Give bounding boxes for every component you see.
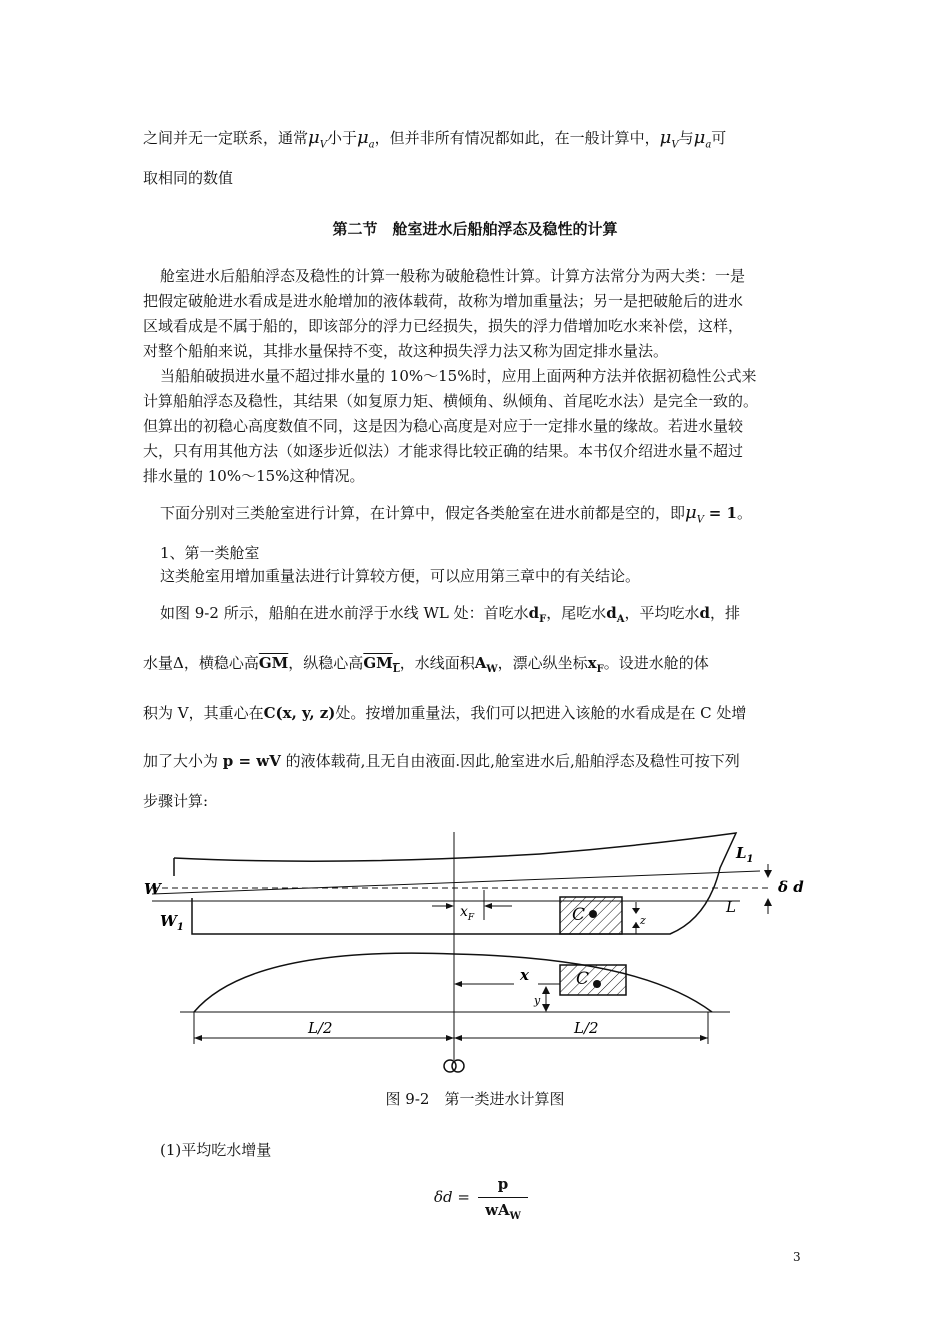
svg-text:W: W [144, 880, 161, 898]
waterplane-outline [194, 953, 712, 1012]
text-run: 之间并无一定联系，通常 [143, 129, 309, 147]
ship-flooding-diagram [140, 828, 810, 1078]
subsection-title: (1)平均吃水增量 [160, 1141, 272, 1159]
paragraph-line: 计算船舶浮态及稳性，其结果（如复原力矩、横倾角、纵倾角、首尾吃水法）是完全一致的。 [143, 392, 759, 410]
formula-numerator: p [497, 1175, 509, 1193]
paragraph-line: 把假定破舱进水看成是进水舱增加的液体载荷，故称为增加重量法；另一是把破舱后的进水 [143, 292, 744, 310]
paragraph-line: 下面分别对三类舱室进行计算，在计算中，假定各类舱室在进水前都是空的，即$\mu_V = 1$。 [160, 502, 752, 526]
paragraph-line: 积为 V，其重心在C(x, y, z)处。按增加重量法，我们可以把进入该舱的水看成是在 C 处增 [143, 704, 747, 722]
waterline-W1L1 [152, 871, 760, 894]
formula-denominator: $wA_W$ [485, 1201, 521, 1222]
formula-lhs: δd = [434, 1188, 470, 1206]
mu-symbol: $\mu_V$ [659, 127, 679, 151]
text-run: 可 [711, 129, 727, 147]
section-heading: 第二节 舱室进水后船舶浮态及稳性的计算 [332, 220, 618, 238]
svg-text:δ d: δ d [778, 878, 804, 896]
paragraph-line: 对整个船舶来说，其排水量保持不变，故这种损失浮力法又称为固定排水量法。 [143, 342, 669, 360]
svg-text:L1: $L_1$ [736, 844, 754, 865]
text-run: 小于 [326, 129, 357, 147]
svg-text:L: L [726, 898, 736, 916]
mu-symbol: $\mu_V$ [685, 502, 704, 526]
mu-symbol: $\mu_a$ [356, 127, 375, 151]
svg-text:y: y [534, 994, 541, 1007]
paragraph-line: 区域看成是不属于船的，即该部分的浮力已经损失，损失的浮力借增加吃水来补偿，这样， [143, 317, 744, 335]
paragraph-line: 当船舶破损进水量不超过排水量的 10%～15%时，应用上面两种方法并依据初稳性公式来 [160, 367, 757, 385]
hull-profile [174, 833, 736, 934]
paragraph-line: 排水量的 10%～15%这种情况。 [143, 467, 365, 485]
mu-symbol: $\mu_V$ [308, 127, 327, 151]
svg-text:z: z [640, 914, 646, 927]
text-run: ，但并非所有情况都如此，在一般计算中， [374, 129, 660, 147]
paragraph-line: 加了大小为 p = wV 的液体载荷,且无自由液面.因此,舱室进水后,船舶浮态及稳性可按下列 [143, 752, 740, 770]
svg-text:C: C [572, 905, 586, 925]
paragraph-line: 舱室进水后船舶浮态及稳性的计算一般称为破舱稳性计算。计算方法常分为两大类：一是 [160, 267, 746, 285]
subsection-title: 1、第一类舱室 [160, 544, 260, 562]
svg-text:x: x [520, 966, 529, 984]
paragraph-line: 水量Δ，横稳心高$\overline{GM}$，纵稳心高$GM_L$，水线面积$A_W$，漂心纵坐标$x_F$。设进水舱的体 [143, 654, 709, 675]
svg-text:xF: $x_F$ [460, 904, 475, 923]
svg-text:W1: $W_1$ [160, 912, 184, 933]
fraction-bar [478, 1197, 528, 1198]
formula-mean-draft-increase [434, 1175, 554, 1230]
paragraph-line: 但算出的初稳心高度数值不同，这是因为稳心高度是对应于一定排水量的缘故。若进水量较 [143, 417, 744, 435]
flooded-compartment-plan [560, 965, 626, 995]
paragraph-line: 大，只有用其他方法（如逐步近似法）才能求得比较正确的结果。本书仅介绍进水量不超过 [143, 442, 744, 460]
svg-text:L/2: L/2 [574, 1019, 599, 1037]
svg-text:L/2: L/2 [308, 1019, 333, 1037]
figure-caption: 图 9-2 第一类进水计算图 [385, 1090, 565, 1108]
text-line: 取相同的数值 [143, 169, 234, 187]
paragraph-line: 这类舱室用增加重量法进行计算较方便，可以应用第三章中的有关结论。 [160, 567, 641, 585]
text-run: 与 [678, 129, 694, 147]
svg-text:C: C [576, 969, 590, 989]
paragraph-line: 步骤计算: [143, 792, 209, 810]
paragraph-line: 如图 9-2 所示，船舶在进水前浮于水线 WL 处：首吃水$d_F$，尾吃水$d_A$，平均吃水d，排 [160, 604, 741, 625]
text-line [143, 128, 807, 156]
mu-symbol: $\mu_a$ [693, 127, 712, 151]
page-number: 3 [793, 1250, 801, 1264]
